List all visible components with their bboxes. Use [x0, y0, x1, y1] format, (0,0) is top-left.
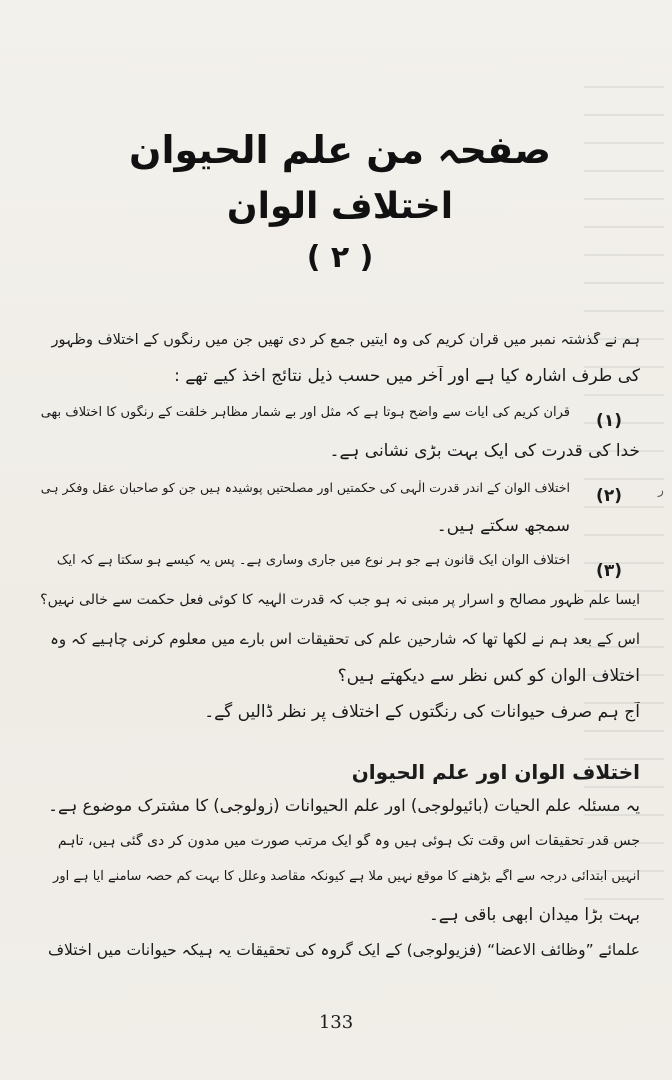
point-line: خدا کی قدرت کی ایک بہت بڑی نشانی ہے۔ [329, 441, 640, 461]
point-number: (۳) [596, 561, 622, 581]
page-title: صفحہ من علم الحیوان [129, 128, 551, 172]
page-content [40, 0, 640, 1080]
page-subtitle: اختلاف الوان [226, 186, 454, 227]
intro-line: کی طرف اشارہ کیا ہے اور آخر میں حسب ذیل نتائج اخذ کیے تھے : [174, 366, 640, 386]
point-number: (۱) [596, 411, 622, 431]
body-line: بہت بڑا میدان ابھی باقی ہے۔ [428, 905, 640, 925]
body-line: جس قدر تحقیقات اس وقت تک ہوئی ہیں وہ گو ایک مرتب صورت میں مدون کر دی گئی ہیں، تاہم [57, 833, 640, 849]
point-line: قرآن کریم کی آیات سے واضح ہوتا ہے کہ مثل اور بے شمار مظاہر خلقت کے رنگوں کا اختلاف بھی [40, 405, 570, 420]
body-line: اس کے بعد ہم نے لکھا تھا کہ شارحین علم کی تحقیقات اس بارے میں معلوم کرنی چاہیے کہ وہ [50, 630, 640, 648]
point-line: اختلاف الوان ایک قانون ہے جو ہر نوع میں جاری وساری ہے۔ پس یہ کیسے ہو سکتا ہے کہ ایک [56, 553, 570, 568]
intro-line: ہم نے گذشتہ نمبر میں قرآن کریم کی وہ آیتیں جمع کر دی تھیں جن میں رنگوں کے اختلاف وظہور [51, 332, 640, 348]
body-line: یہ مسئلہ علم الحیات (بائیولوجی) اور علم الحیوانات (زولوجی) کا مشترک موضوع ہے۔ [48, 796, 640, 815]
part-number: ( ۲ ) [306, 240, 374, 275]
margin-mark: ر [658, 483, 664, 497]
body-line: علمائے ”وظائف الاعضا“ (فزیولوجی) کے ایک گروہ کی تحقیقات یہ ہیکہ حیوانات میں اختلاف [47, 941, 640, 959]
point-line: سمجھ سکتے ہیں۔ [436, 516, 570, 536]
body-line: آج ہم صرف حیوانات کی رنگتوں کے اختلاف پر نظر ڈالیں گے۔ [204, 702, 640, 722]
body-line: اختلاف الوان کو کس نظر سے دیکھتے ہیں؟ [337, 666, 640, 686]
point-number: (۲) [596, 486, 622, 506]
body-line: انہیں ابتدائی درجہ سے آگے بڑھنے کا موقع نہیں ملا ہے کیونکہ مقاصد وعلل کا بہت کم حصہ سامنے آیا ہے اور [53, 869, 640, 884]
point-line: ایسا علم ظہور مصالح و اسرار پر مبنی نہ ہو جب کہ قدرت الٰہیہ کا کوئی فعل حکمت سے خالی نہیں؟ [40, 592, 640, 608]
section-heading: اختلاف الوان اور علم الحیوان [351, 760, 640, 784]
point-line: اختلاف الوان کے اندر قدرت الٰہی کی حکمتیں اور مصلحتیں پوشیدہ ہیں جن کو صاحبان عقل وفکر ہی [40, 480, 570, 495]
page-number: 133 [318, 1012, 354, 1033]
